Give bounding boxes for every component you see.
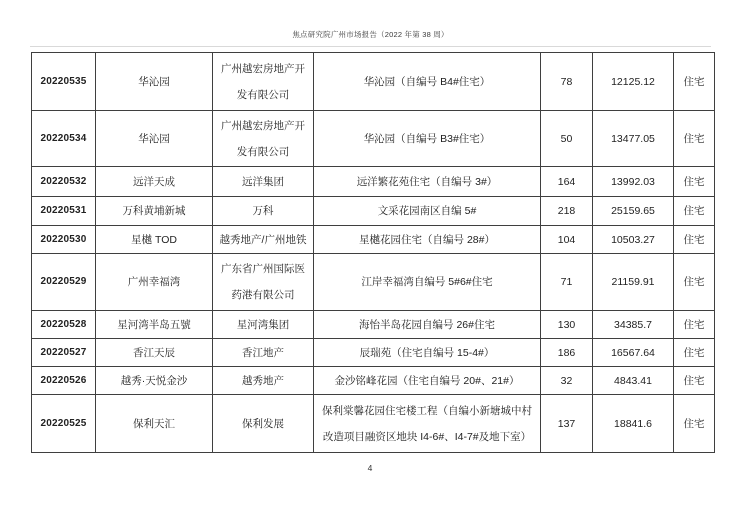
cell-record-id: 20220531 [32,197,96,226]
cell-unit-count: 137 [541,395,593,453]
cell-project-name: 香江天辰 [96,339,213,367]
cell-developer: 广州越宏房地产开发有限公司 [213,53,314,111]
cell-area: 18841.6 [593,395,674,453]
cell-property-type: 住宅 [674,167,715,197]
table-row [32,197,715,226]
cell-description: 保利棠馨花园住宅楼工程（自编小新塘城中村改造项目融资区地块 I4-6#、I4-7#及地下室） [314,395,541,453]
cell-record-id: 20220532 [32,167,96,197]
cell-developer: 广东省广州国际医药港有限公司 [213,254,314,311]
cell-property-type: 住宅 [674,197,715,226]
cell-description: 海怡半岛花园自编号 26#住宅 [314,311,541,339]
cell-description: 文采花园南区自编 5# [314,197,541,226]
cell-description: 金沙铭峰花园（住宅自编号 20#、21#） [314,367,541,395]
cell-unit-count: 104 [541,226,593,254]
cell-unit-count: 50 [541,111,593,167]
table-row [32,367,715,395]
page-number: 4 [367,463,373,473]
cell-area: 21159.91 [593,254,674,311]
table-row [32,226,715,254]
cell-developer: 越秀地产 [213,367,314,395]
cell-area: 25159.65 [593,197,674,226]
cell-area: 12125.12 [593,53,674,111]
cell-unit-count: 32 [541,367,593,395]
cell-unit-count: 130 [541,311,593,339]
cell-property-type: 住宅 [674,53,715,111]
cell-record-id: 20220530 [32,226,96,254]
cell-description: 星樾花园住宅（自编号 28#） [314,226,541,254]
cell-project-name: 越秀·天悦金沙 [96,367,213,395]
cell-unit-count: 71 [541,254,593,311]
cell-project-name: 保利天汇 [96,395,213,453]
cell-record-id: 20220525 [32,395,96,453]
cell-unit-count: 218 [541,197,593,226]
table-row [32,254,715,311]
cell-record-id: 20220528 [32,311,96,339]
cell-project-name: 星河湾半岛五號 [96,311,213,339]
cell-property-type: 住宅 [674,254,715,311]
cell-record-id: 20220534 [32,111,96,167]
cell-developer: 远洋集团 [213,167,314,197]
cell-property-type: 住宅 [674,367,715,395]
cell-area: 4843.41 [593,367,674,395]
cell-description: 远洋繁花苑住宅（自编号 3#） [314,167,541,197]
cell-developer: 万科 [213,197,314,226]
cell-record-id: 20220527 [32,339,96,367]
cell-area: 13992.03 [593,167,674,197]
cell-developer: 香江地产 [213,339,314,367]
cell-description: 华沁园（自编号 B3#住宅） [314,111,541,167]
cell-property-type: 住宅 [674,395,715,453]
table-row [32,339,715,367]
cell-project-name: 华沁园 [96,53,213,111]
cell-developer: 广州越宏房地产开发有限公司 [213,111,314,167]
cell-project-name: 远洋天成 [96,167,213,197]
cell-unit-count: 164 [541,167,593,197]
cell-area: 34385.7 [593,311,674,339]
cell-area: 13477.05 [593,111,674,167]
table-row [32,53,715,111]
cell-project-name: 华沁园 [96,111,213,167]
cell-record-id: 20220526 [32,367,96,395]
table-row [32,167,715,197]
cell-project-name: 万科黄埔新城 [96,197,213,226]
cell-area: 16567.64 [593,339,674,367]
table-body [32,53,715,453]
cell-unit-count: 186 [541,339,593,367]
cell-property-type: 住宅 [674,226,715,254]
listings-table [31,52,715,453]
table-row [32,395,715,453]
table-row [32,311,715,339]
cell-description: 华沁园（自编号 B4#住宅） [314,53,541,111]
cell-record-id: 20220529 [32,254,96,311]
cell-area: 10503.27 [593,226,674,254]
cell-developer: 保利发展 [213,395,314,453]
page-header-title: 焦点研究院广州市场报告（2022 年第 38 周） [30,29,711,47]
cell-developer: 越秀地产/广州地铁 [213,226,314,254]
cell-developer: 星河湾集团 [213,311,314,339]
cell-property-type: 住宅 [674,311,715,339]
cell-project-name: 星樾 TOD [96,226,213,254]
cell-record-id: 20220535 [32,53,96,111]
cell-project-name: 广州幸福湾 [96,254,213,311]
table-row [32,111,715,167]
cell-property-type: 住宅 [674,339,715,367]
cell-unit-count: 78 [541,53,593,111]
cell-property-type: 住宅 [674,111,715,167]
cell-description: 辰瑞苑（住宅自编号 15-4#） [314,339,541,367]
cell-description: 江岸幸福湾自编号 5#6#住宅 [314,254,541,311]
